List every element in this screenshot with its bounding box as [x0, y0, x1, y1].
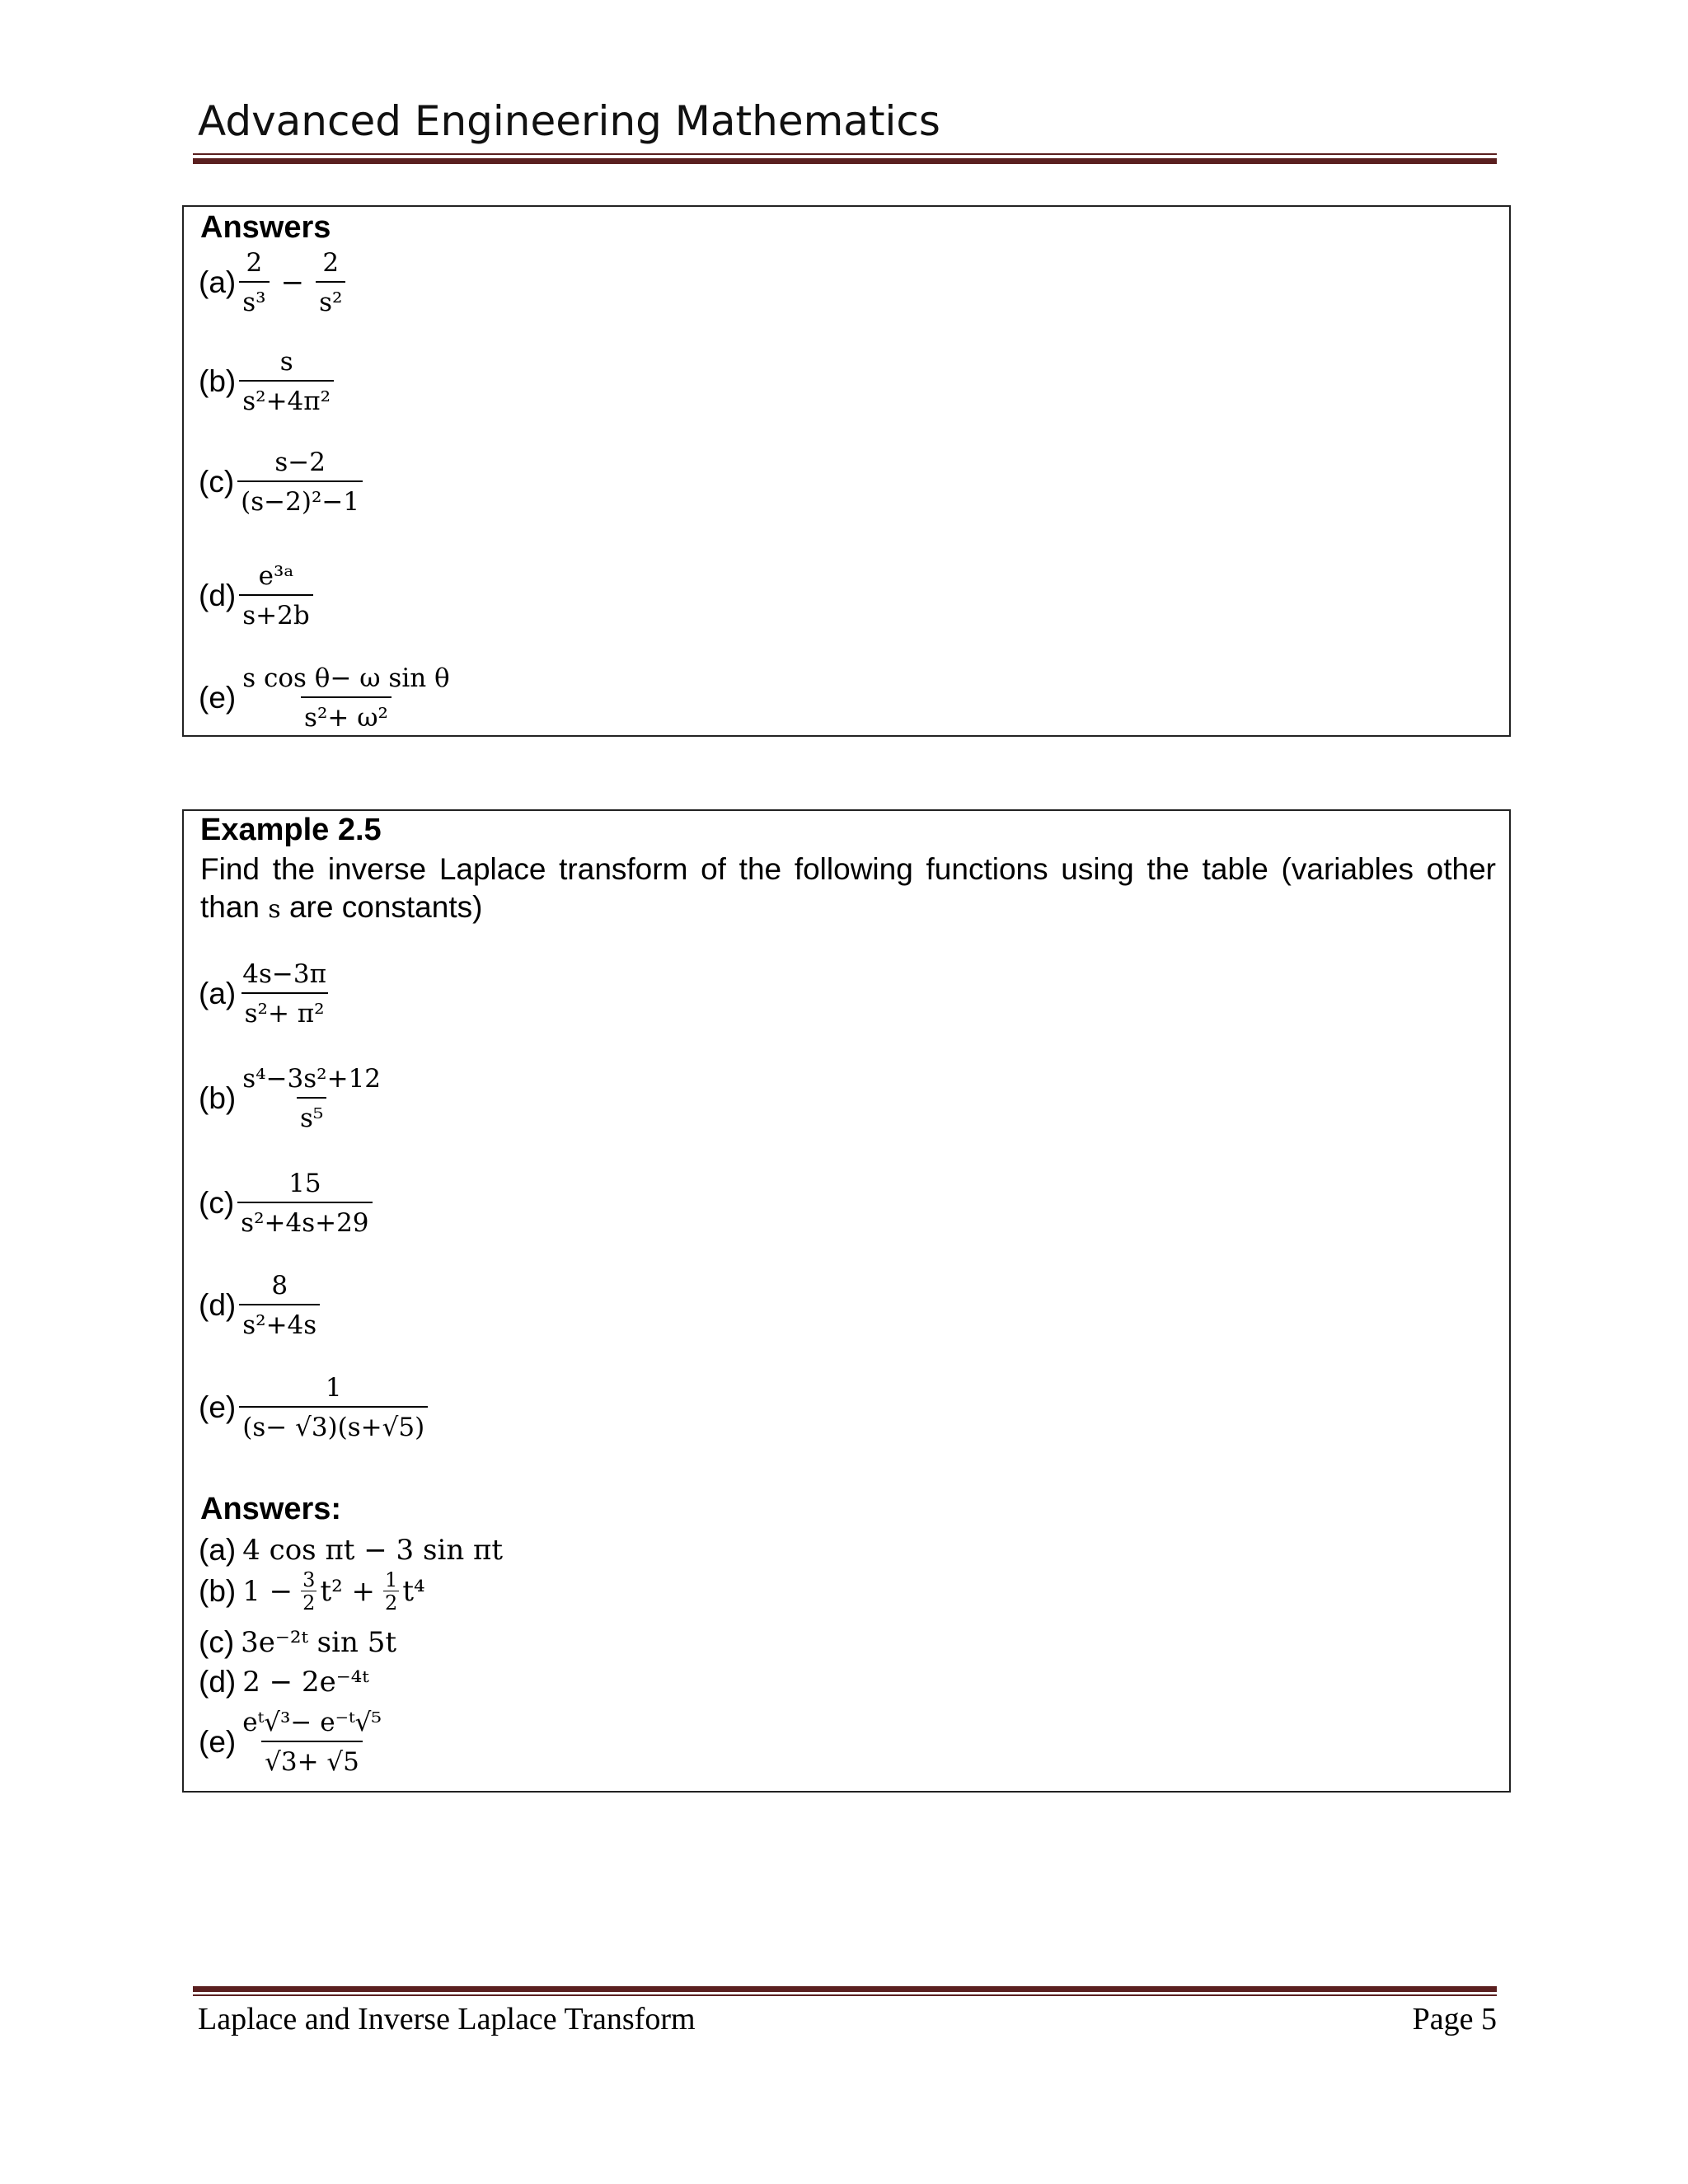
fraction: $\frac{3}{2}$ [302, 1568, 316, 1615]
fraction: $\frac{2}{\text{s³}}$ [239, 246, 269, 319]
example-prompt: Find the inverse Laplace transform of the following functions using the table (variables other than s are constants) [200, 852, 1496, 924]
answer-d: (d) $\frac{\text{e³ᵃ}}{s+2b}$ [199, 560, 313, 632]
answer-a: (a) $\frac{2}{\text{s³}}$ − $\frac{2}{\text{s²}}$ [199, 246, 345, 319]
solution-a: (a) 4 cos πt − 3 sin πt [199, 1533, 504, 1567]
problem-c: (c) $\frac{15}{\text{s²+4s+29}}$ [199, 1167, 373, 1240]
problem-a: (a) $\frac{4s-3\pi}{\text{s²+ π²}}$ [199, 958, 330, 1030]
fraction: $\frac{2}{\text{s²}}$ [316, 246, 345, 319]
fraction: $\frac{1}{2}$ [385, 1568, 398, 1615]
page-number: Page 5 [1412, 2002, 1497, 2036]
fraction: $\frac{15}{\text{s²+4s+29}}$ [237, 1167, 372, 1240]
problem-d: (d) $\frac{8}{\text{s²+4s}}$ [199, 1269, 320, 1342]
answers-heading: Answers [200, 210, 331, 245]
example-answers-heading: Answers: [200, 1492, 342, 1526]
fraction: $\frac{8}{\text{s²+4s}}$ [239, 1269, 320, 1342]
footer-rule-thin [193, 1994, 1497, 1996]
solution-b: (b) 1 − $\frac{3}{2}$ t² + $\frac{1}{2}$ t⁴ [199, 1568, 425, 1615]
answer-c: (c) $\frac{s-2}{\text{(s−2)²−1}}$ [199, 446, 363, 518]
answer-e: (e) $\frac{\text{s cos θ− ω sin θ}}{\text{s²+ ω²}}$ [199, 662, 453, 734]
example-heading: Example 2.5 [200, 813, 382, 847]
answers-box [182, 205, 1511, 737]
fraction: $\frac{\text{e³ᵃ}}{s+2b}$ [239, 560, 312, 632]
document-title: Advanced Engineering Mathematics [198, 97, 940, 145]
header-rule-thick [193, 158, 1497, 164]
example-box [182, 809, 1511, 1793]
fraction: $\frac{s}{\text{s²+4π²}}$ [239, 345, 334, 418]
header-rule-thin [193, 153, 1497, 155]
solution-d: (d) 2 − 2e⁻⁴ᵗ [199, 1665, 369, 1699]
answer-b: (b) $\frac{s}{\text{s²+4π²}}$ [199, 345, 334, 418]
fraction: $\frac{\text{s cos θ− ω sin θ}}{\text{s²+ ω²}}$ [242, 663, 450, 733]
fraction: $\frac{4s-3\pi}{\text{s²+ π²}}$ [242, 959, 326, 1029]
fraction: $\frac{s-2}{\text{(s−2)²−1}}$ [237, 446, 363, 518]
solution-c: (c) 3e⁻²ᵗ sin 5t [199, 1625, 396, 1659]
problem-b: (b) $\frac{\text{s⁴−3s²+12}}{\text{s⁵}}$ [199, 1062, 384, 1135]
fraction: $\frac{\text{s⁴−3s²+12}}{\text{s⁵}}$ [242, 1064, 382, 1133]
fraction: $\frac{1}{(s- √3)(s+√5)}$ [239, 1371, 428, 1444]
problem-e: (e) $\frac{1}{(s- √3)(s+√5)}$ [199, 1371, 428, 1444]
footer-chapter-title: Laplace and Inverse Laplace Transform [198, 2002, 696, 2036]
footer-rule-thick [193, 1986, 1497, 1992]
fraction: $\frac{\text{eᵗ√³− e⁻ᵗ√⁵}}{√3+ √5}$ [242, 1708, 382, 1777]
solution-e: (e) $\frac{\text{eᵗ√³− e⁻ᵗ√⁵}}{√3+ √5}$ [199, 1706, 385, 1779]
